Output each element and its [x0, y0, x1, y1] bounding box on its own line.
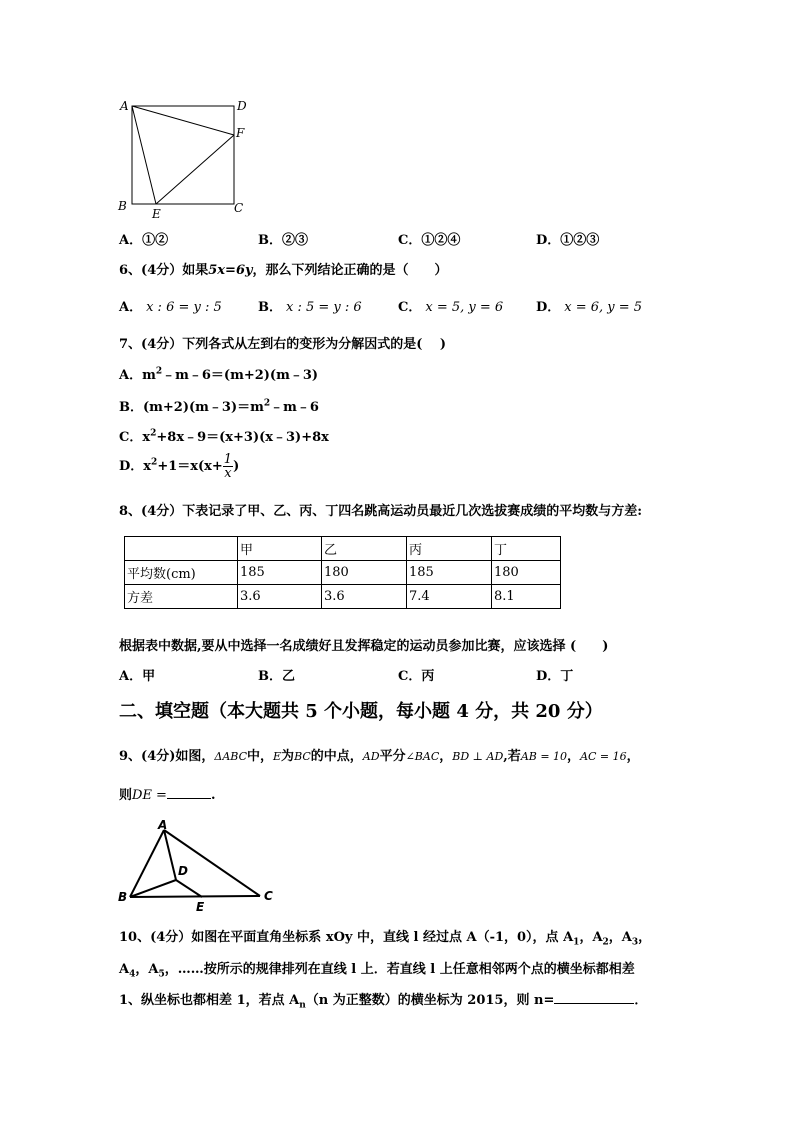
table-cell	[125, 537, 238, 561]
q10-text: A	[119, 962, 130, 977]
table-cell: 方差	[125, 585, 238, 609]
q9-text: ,若	[503, 749, 521, 764]
table-cell: 7.4	[407, 585, 492, 609]
subscript: n	[299, 1000, 306, 1011]
q6-equation: 5x=6y	[208, 263, 253, 278]
q8-option-c[interactable]	[398, 665, 434, 684]
q7-option-a[interactable]	[119, 364, 318, 383]
option-letter: C．	[398, 669, 422, 684]
option-text: m	[142, 368, 156, 383]
q9-math: E	[273, 750, 282, 763]
q7-option-d[interactable]	[119, 453, 239, 480]
fig1-label-c: C	[234, 201, 244, 215]
option-letter: B．	[258, 233, 282, 248]
fig2-label-c: C	[264, 889, 273, 903]
q9-math: AD	[362, 750, 380, 763]
option-letter: D．	[119, 459, 144, 474]
q8-option-d[interactable]	[536, 665, 573, 684]
option-letter: A．	[119, 368, 143, 383]
q10-text: ，A	[135, 962, 159, 977]
option-math: x = 5, y = 6	[425, 300, 504, 315]
q10-text: ，A	[608, 930, 632, 945]
q9-text: ，	[567, 749, 581, 764]
q6-suffix: ，那么下列结论正确的是（ ）	[252, 263, 448, 278]
option-letter: A．	[119, 669, 143, 684]
fig2-label-b: B	[118, 890, 128, 904]
q9-math: ΔABC	[214, 750, 247, 763]
answer-blank[interactable]	[554, 1003, 634, 1004]
answer-blank[interactable]	[167, 798, 211, 799]
option-text: ﹣m﹣6＝(m+2)(m﹣3)	[162, 368, 319, 383]
option-letter: C．	[398, 300, 422, 315]
fig2-label-d: D	[178, 864, 188, 878]
q9-math: AC = 16	[580, 750, 627, 763]
option-math: x : 5 = y : 6	[286, 300, 362, 315]
q7-option-c[interactable]	[119, 426, 329, 445]
score-table	[124, 536, 561, 609]
subscript: 3	[631, 937, 639, 948]
q9-text: 中，	[247, 749, 274, 764]
option-letter: A．	[119, 233, 143, 248]
fraction-numerator: 1	[223, 452, 233, 467]
q10-text: （n 为正整数）的横坐标为 2015，则 n=	[305, 993, 555, 1008]
exponent: 2	[150, 428, 157, 439]
q10-line3	[119, 989, 647, 1011]
table-cell: 丁	[492, 537, 561, 561]
q5-option-c[interactable]	[398, 229, 460, 248]
exponent: 2	[151, 457, 158, 468]
option-letter: B．	[258, 300, 282, 315]
fig2-label-e: E	[196, 900, 205, 912]
q6-option-c[interactable]	[398, 296, 503, 315]
subscript: 1	[573, 937, 580, 948]
q5-option-b[interactable]	[258, 229, 308, 248]
table-cell: 3.6	[238, 585, 322, 609]
q7-option-b[interactable]	[119, 396, 319, 415]
option-math: x : 6 = y : 5	[146, 300, 222, 315]
option-text: 甲	[142, 669, 156, 684]
q9-text: 的中点，	[310, 749, 363, 764]
q9-text: 9、(4分)如图，	[119, 749, 215, 764]
option-text: +1＝x(x+	[157, 459, 223, 474]
table-row	[125, 561, 561, 585]
option-letter: C．	[119, 430, 143, 445]
option-letter: A．	[119, 300, 143, 315]
option-text: 乙	[282, 669, 296, 684]
option-text: x	[143, 459, 152, 474]
option-math: x = 6, y = 5	[564, 300, 643, 315]
option-letter: D．	[536, 300, 561, 315]
fig2-label-a: A	[158, 820, 168, 832]
option-text: )	[233, 459, 240, 474]
option-text: ①②③	[560, 233, 600, 248]
table-cell: 180	[322, 561, 407, 585]
option-text: ﹣m﹣6	[270, 400, 319, 415]
q8-option-a[interactable]	[119, 665, 155, 684]
table-cell: 平均数(cm)	[125, 561, 238, 585]
exponent: 2	[155, 366, 163, 377]
fig1-label-a: A	[120, 99, 129, 113]
table-cell: 185	[238, 561, 322, 585]
q9-text: 为	[281, 749, 295, 764]
exponent: 2	[263, 398, 271, 409]
option-text: ①②④	[421, 233, 461, 248]
fig1-label-e: E	[152, 207, 161, 221]
fig1-label-d: D	[237, 99, 247, 113]
q8-question: 根据表中数据,要从中选择一名成绩好且发挥稳定的运动员参加比赛，应该选择 ( )	[119, 639, 609, 654]
q9-text: ，	[626, 749, 640, 764]
option-text: x	[142, 430, 151, 445]
q9-math: ∠BAC	[405, 750, 440, 763]
table-cell: 185	[407, 561, 492, 585]
option-text: (m+2)(m﹣3)＝m	[143, 400, 264, 415]
q10-text: 1、纵坐标也都相差 1，若点 A	[119, 993, 300, 1008]
option-text: ①②	[142, 233, 169, 248]
table-cell: 乙	[322, 537, 407, 561]
option-text: 丙	[421, 669, 435, 684]
table-cell: 3.6	[322, 585, 407, 609]
table-cell: 甲	[238, 537, 322, 561]
q9-stem	[119, 745, 640, 764]
q5-option-a[interactable]	[119, 229, 168, 248]
option-letter: B．	[119, 400, 143, 415]
q6-option-d[interactable]	[536, 296, 642, 315]
option-letter: D．	[536, 233, 561, 248]
q7-stem: 7、(4分）下列各式从左到右的变形为分解因式的是( )	[119, 337, 447, 352]
option-letter: B．	[258, 669, 282, 684]
table-cell: 180	[492, 561, 561, 585]
q9-math: AB = 10	[520, 750, 568, 763]
q9-text: 平分	[379, 749, 406, 764]
section-heading: 二、填空题（本大题共 5 个小题，每小题 4 分，共 20 分）	[119, 701, 603, 722]
table-row	[125, 585, 561, 609]
q6-prefix: 6、(4分）如果	[119, 263, 209, 278]
q10-text: 10、(4分）如图在平面直角坐标系 xOy 中，直线 l 经过点 A（-1，0），点 A	[119, 930, 574, 945]
table-cell: 8.1	[492, 585, 561, 609]
triangle-figure	[112, 820, 282, 912]
q9-math: DE =	[132, 788, 167, 803]
q10-text: ，	[638, 930, 652, 945]
option-text: ②③	[282, 233, 309, 248]
fig1-label-f: F	[236, 126, 245, 140]
subscript: 5	[158, 969, 165, 980]
subscript: 2	[602, 937, 609, 948]
q10-text: ，A	[579, 930, 603, 945]
subscript: 4	[129, 969, 136, 980]
option-text: 丁	[560, 669, 574, 684]
option-letter: D．	[536, 669, 561, 684]
option-letter: C．	[398, 233, 422, 248]
fraction-denominator: x	[224, 466, 232, 481]
q9-text: ，	[439, 749, 453, 764]
q6-option-a[interactable]	[119, 296, 222, 315]
q9-line2	[119, 784, 215, 803]
option-text: +8x﹣9＝(x+3)(x﹣3)+8x	[156, 430, 329, 445]
q10-line1	[119, 926, 651, 948]
q9-text: 则	[119, 788, 133, 803]
q5-option-d[interactable]	[536, 229, 599, 248]
q9-math: BD ⊥ AD	[452, 750, 504, 763]
q6-stem	[119, 259, 448, 278]
q10-text: ．	[634, 993, 648, 1008]
q10-line2	[119, 958, 635, 980]
table-cell: 丙	[407, 537, 492, 561]
q9-math: BC	[294, 750, 311, 763]
fig1-label-b: B	[118, 199, 127, 213]
square-figure	[112, 96, 257, 221]
table-header-row	[125, 537, 561, 561]
q8-stem: 8、(4分）下表记录了甲、乙、丙、丁四名跳高运动员最近几次选拔赛成绩的平均数与方差:	[119, 504, 643, 519]
q9-text: .	[210, 788, 216, 803]
q6-option-b[interactable]	[258, 296, 362, 315]
fraction	[223, 453, 233, 480]
q8-option-b[interactable]	[258, 665, 295, 684]
q10-text: ，……按所示的规律排列在直线 l 上．若直线 l 上任意相邻两个点的横坐标都相差	[164, 962, 635, 977]
